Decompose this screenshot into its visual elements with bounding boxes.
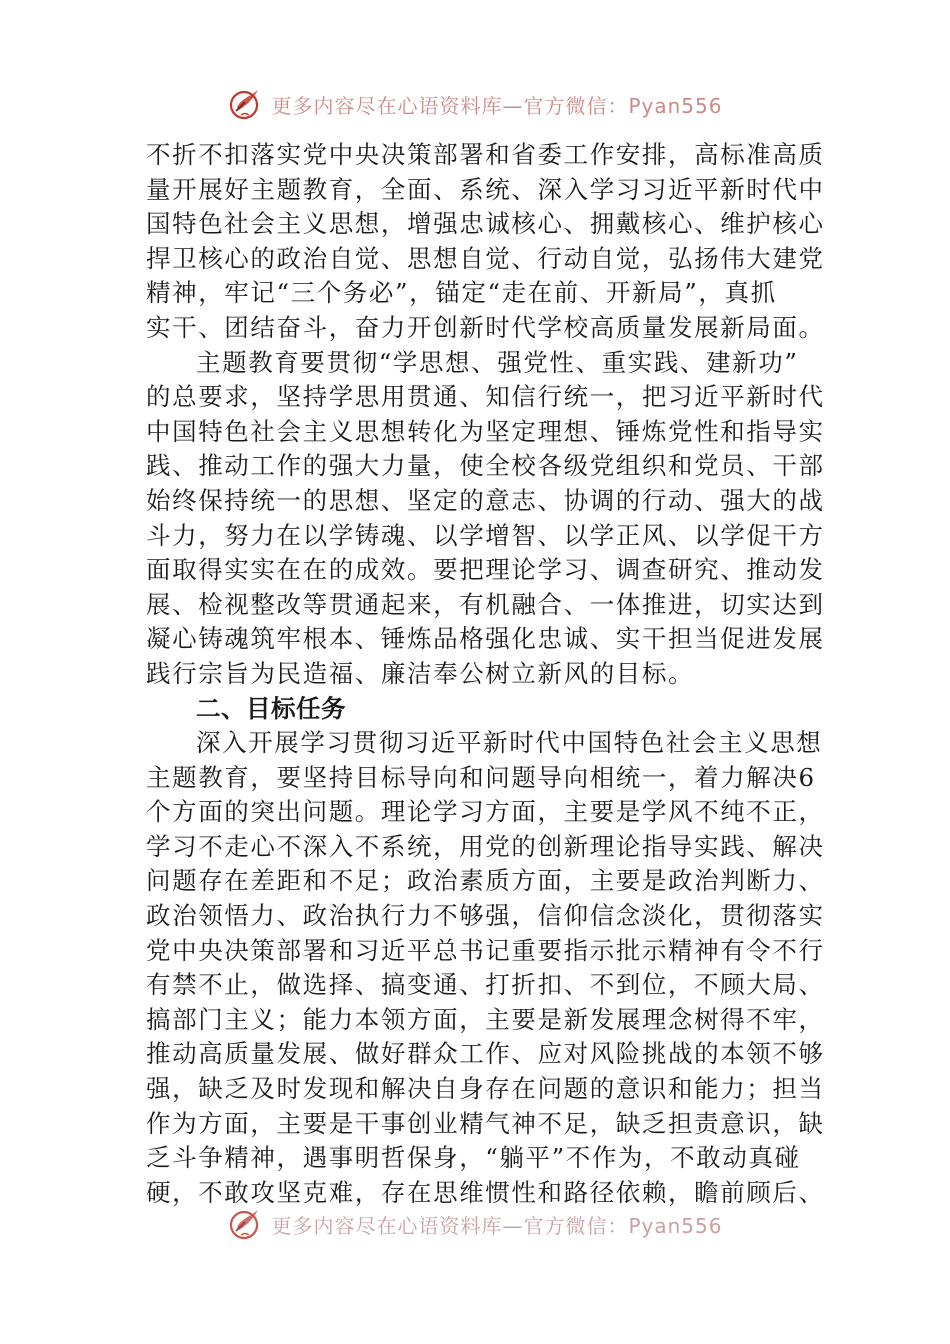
text-line: 践行宗旨为民造福、廉洁奉公树立新风的目标。 bbox=[146, 658, 695, 688]
text-line: 个方面的突出问题。理论学习方面，主要是学风不纯不正， bbox=[146, 797, 825, 827]
text-line: 实干、团结奋斗，奋力开创新时代学校高质量发展新局面。 bbox=[146, 312, 825, 342]
watermark-text: 更多内容尽在心语资料库—官方微信：Pyan556 bbox=[271, 93, 723, 118]
text-line: 始终保持统一的思想、坚定的意志、协调的行动、强大的战 bbox=[146, 485, 825, 515]
text-line: 推动高质量发展、做好群众工作、应对风险挑战的本领不够 bbox=[146, 1039, 825, 1069]
text-line: 展、检视整改等贯通起来，有机融合、一体推进，切实达到 bbox=[146, 589, 825, 619]
text-line: 主题教育，要坚持目标导向和问题导向相统一，着力解决6 bbox=[146, 762, 816, 792]
text-line: 量开展好主题教育，全面、系统、深入学习习近平新时代中 bbox=[146, 174, 825, 204]
document-body bbox=[146, 138, 825, 1210]
text-line: 不折不扣落实党中央决策部署和省委工作安排，高标准高质 bbox=[146, 140, 825, 169]
paragraph-first-line: 主题教育要贯彻“学思想、强党性、重实践、建新功” bbox=[196, 347, 799, 377]
text-line: 国特色社会主义思想，增强忠诚核心、拥戴核心、维护核心 bbox=[146, 209, 825, 239]
text-line: 乏斗争精神，遇事明哲保身，“躺平”不作为，不敢动真碰 bbox=[146, 1143, 801, 1173]
text-line: 硬，不敢攻坚克难，存在思维惯性和路径依赖，瞻前顾后、 bbox=[146, 1177, 825, 1207]
section-heading: 二、目标任务 bbox=[196, 693, 346, 723]
text-line: 中国特色社会主义思想转化为坚定理想、锤炼党性和指导实 bbox=[146, 416, 825, 446]
quill-heart-logo-icon bbox=[227, 85, 265, 123]
quill-heart-logo-icon bbox=[227, 1205, 265, 1243]
paragraph-first-line: 深入开展学习贯彻习近平新时代中国特色社会主义思想 bbox=[196, 728, 823, 758]
text-line: 作为方面，主要是干事创业精气神不足，缺乏担责意识，缺 bbox=[146, 1108, 825, 1138]
text-line: 搞部门主义；能力本领方面，主要是新发展理念树得不牢， bbox=[146, 1004, 825, 1034]
text-line: 强，缺乏及时发现和解决自身存在问题的意识和能力；担当 bbox=[146, 1074, 825, 1104]
footer-watermark bbox=[0, 1204, 950, 1244]
text-line: 凝心铸魂筑牢根本、锤炼品格强化忠诚、实干担当促进发展 bbox=[146, 624, 825, 654]
text-line: 问题存在差距和不足；政治素质方面，主要是政治判断力、 bbox=[146, 866, 825, 896]
text-line: 的总要求，坚持学思用贯通、知信行统一，把习近平新时代 bbox=[146, 382, 825, 412]
header-watermark bbox=[0, 84, 950, 124]
text-line: 面取得实实在在的成效。要把理论学习、调查研究、推动发 bbox=[146, 555, 825, 585]
text-line: 政治领悟力、政治执行力不够强，信仰信念淡化，贯彻落实 bbox=[146, 901, 825, 931]
text-line: 精神，牢记“三个务必”，锚定“走在前、开新局”，真抓 bbox=[146, 278, 777, 308]
text-line: 践、推动工作的强大力量，使全校各级党组织和党员、干部 bbox=[146, 451, 825, 481]
text-line: 斗力，努力在以学铸魂、以学增智、以学正风、以学促干方 bbox=[146, 520, 825, 550]
text-line: 学习不走心不深入不系统，用党的创新理论指导实践、解决 bbox=[146, 831, 825, 861]
text-line: 有禁不止，做选择、搞变通、打折扣、不到位，不顾大局、 bbox=[146, 970, 825, 1000]
text-line: 捍卫核心的政治自觉、思想自觉、行动自觉，弘扬伟大建党 bbox=[146, 243, 825, 273]
watermark-text: 更多内容尽在心语资料库—官方微信：Pyan556 bbox=[271, 1213, 723, 1238]
text-line: 党中央决策部署和习近平总书记重要指示批示精神有令不行 bbox=[146, 935, 825, 965]
